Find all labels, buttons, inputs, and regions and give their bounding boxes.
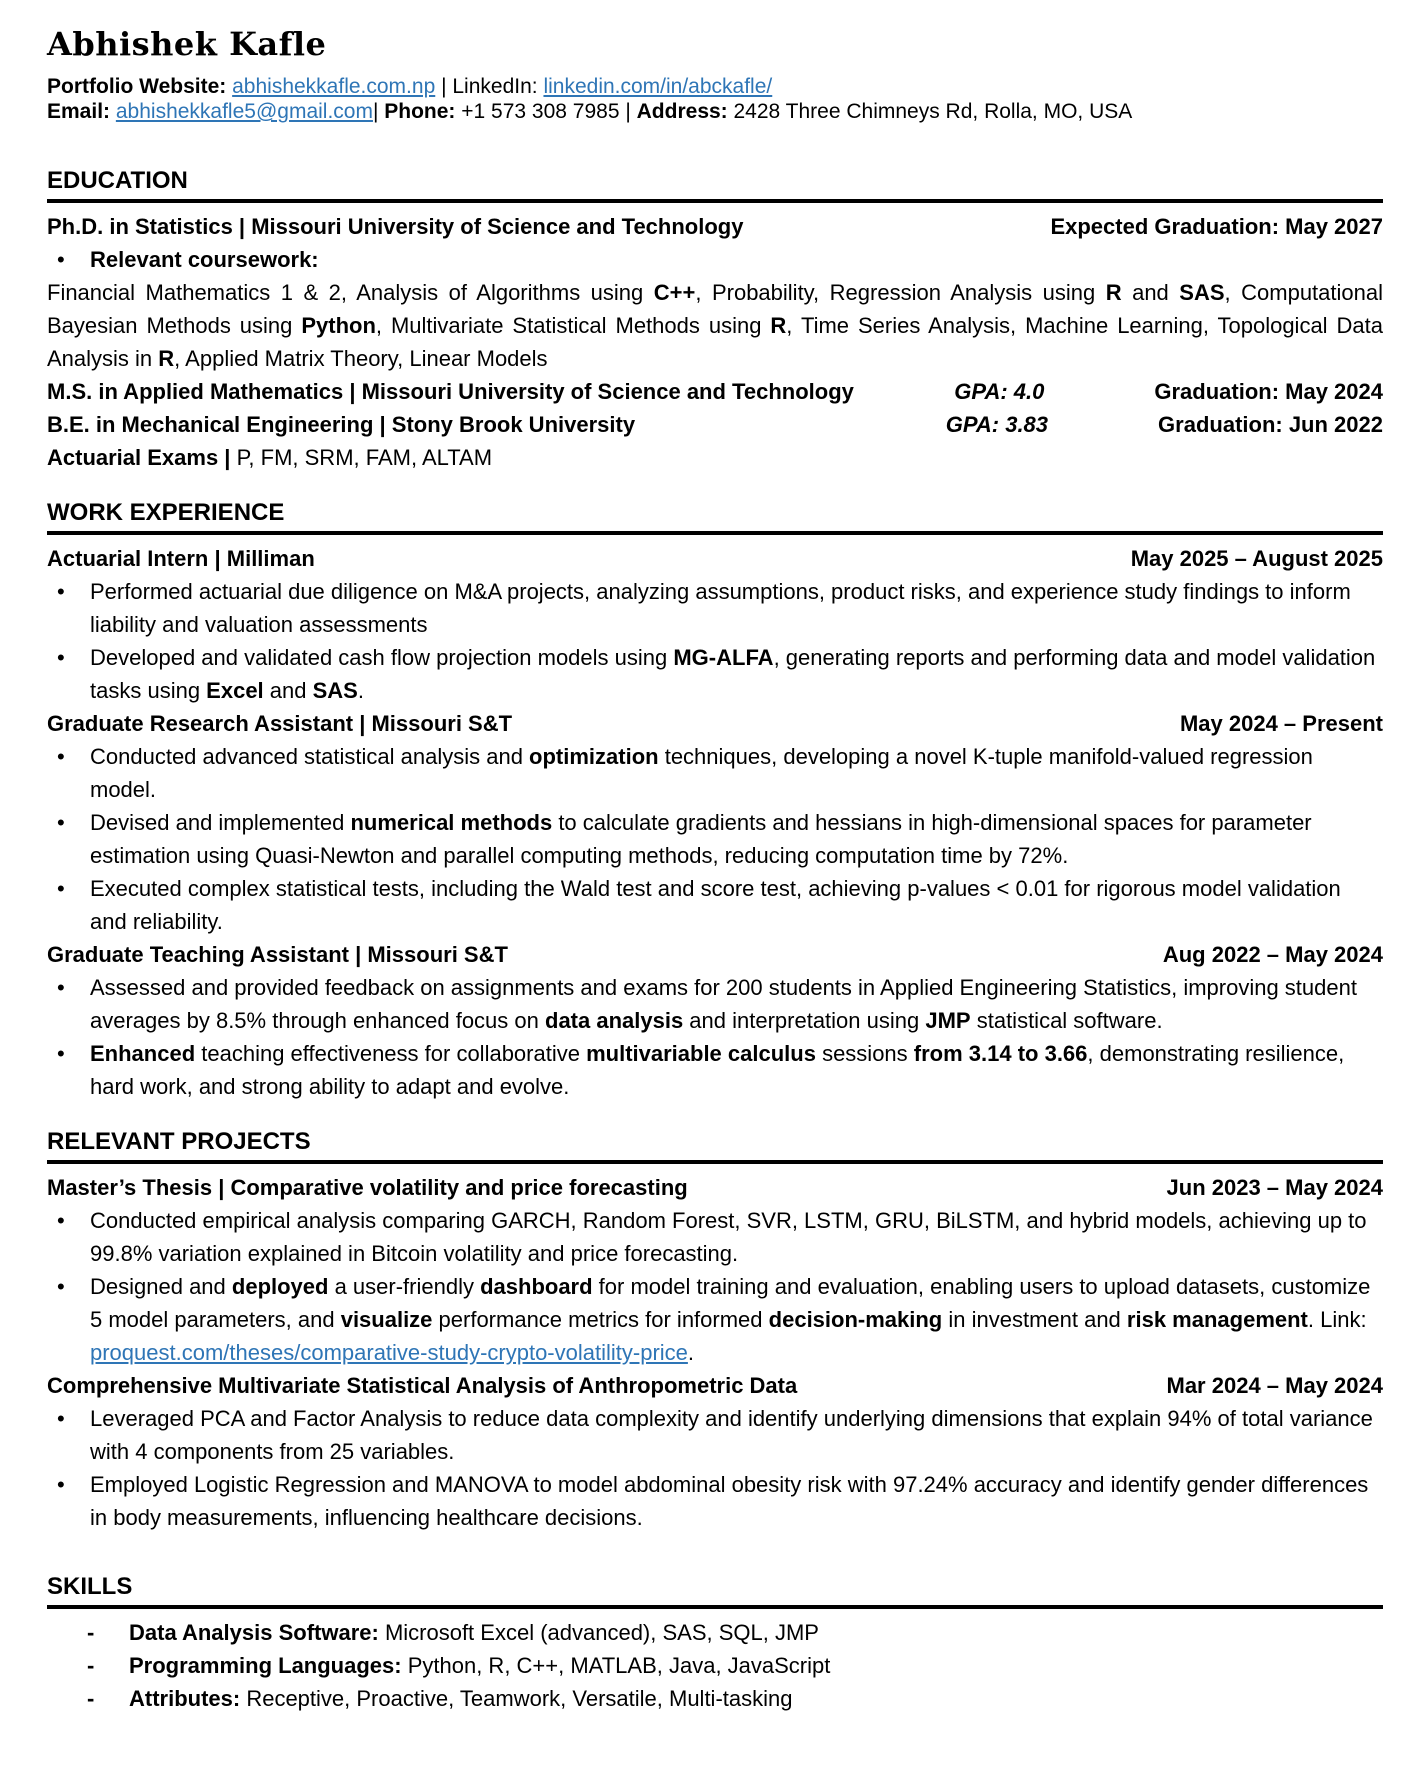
entry-dates: [1167, 1171, 1383, 1204]
text-run: Email:: [47, 100, 116, 123]
entry-title: [47, 1369, 1167, 1402]
section-education: [47, 168, 1383, 474]
text-run: M.S. in Applied Mathematics | Missouri University of Science and Technology: [47, 379, 854, 404]
item-text: [90, 740, 1383, 806]
text-run: R: [158, 346, 175, 371]
bullet-item: [47, 740, 1383, 806]
text-run: numerical methods: [350, 810, 553, 835]
bullet-item: [47, 1204, 1383, 1270]
item-text: [90, 1468, 1383, 1534]
entry-line: [47, 1171, 1383, 1204]
portfolio-link[interactable]: abhishekkafle.com.np: [232, 75, 436, 98]
text-run: techniques, developing a novel K-tuple manifold-valued regression model.: [90, 744, 1313, 802]
entry-dates: [1050, 210, 1383, 243]
text-run: decision-making: [768, 1307, 943, 1332]
entry-dates: [1180, 707, 1383, 740]
text-run: Receptive, Proactive, Teamwork, Versatile, Multi-tasking: [246, 1686, 793, 1711]
text-run: a user-friendly: [328, 1274, 481, 1299]
entry-title: [47, 938, 1163, 971]
bullet-item: [47, 1468, 1383, 1534]
skill-item: [47, 1649, 1383, 1682]
section-title-work-experience: WORK EXPERIENCE: [47, 500, 1383, 535]
entry-title: [47, 441, 1383, 474]
text-run: May 2025 – August 2025: [1130, 546, 1383, 571]
linkedin-link[interactable]: linkedin.com/in/abckafle/: [543, 75, 773, 98]
text-run: Relevant coursework:: [90, 247, 319, 272]
bullet-item: [47, 971, 1383, 1037]
entry-dates: [1167, 1369, 1384, 1402]
text-run: Financial Mathematics 1 & 2, Analysis of Algorithms using: [47, 280, 654, 305]
entry-line: [47, 441, 1383, 474]
text-run: Aug 2022 – May 2024: [1162, 942, 1383, 967]
text-run: Expected Graduation: May 2027: [1050, 214, 1383, 239]
bullet-item: [47, 243, 1383, 276]
text-run: performance metrics for informed: [432, 1307, 769, 1332]
text-run: R: [1105, 280, 1122, 305]
entry-line: [47, 542, 1383, 575]
text-run: Enhanced: [90, 1041, 196, 1066]
text-run: Graduation: Jun 2022: [1158, 412, 1383, 437]
bullet-marker: •: [57, 810, 65, 835]
entry-title: [47, 210, 1050, 243]
entry-line: [47, 210, 1383, 243]
text-run: Developed and validated cash flow projection models using: [90, 645, 674, 670]
dash-marker: -: [87, 1620, 95, 1645]
bullet-item: [47, 872, 1383, 938]
dash-marker: -: [87, 1653, 95, 1678]
sections-container: [47, 168, 1383, 1715]
text-run: P, FM, SRM, FAM, ALTAM: [236, 445, 493, 470]
bullet-marker: •: [57, 1208, 65, 1233]
bullet-marker: •: [57, 975, 65, 1000]
section-blocks: [47, 542, 1383, 1103]
text-run: dashboard: [480, 1274, 593, 1299]
skill-item: [47, 1682, 1383, 1715]
entry-title: [47, 707, 1180, 740]
text-run: Graduate Teaching Assistant | Missouri S&T: [47, 942, 508, 967]
text-run: +1 573 308 7985 |: [461, 100, 637, 123]
text-run: .: [357, 678, 364, 703]
entry-line: [47, 375, 1383, 408]
text-run: , generating reports and performing data and model validation tasks using: [90, 645, 1376, 703]
text-run: SAS: [312, 678, 358, 703]
text-run: GPA: 3.83: [945, 412, 1049, 437]
text-run: Graduation: May 2024: [1154, 379, 1383, 404]
bullet-marker: •: [57, 1274, 65, 1299]
text-run: Devised and implemented: [90, 810, 351, 835]
section-work-experience: [47, 500, 1383, 1103]
text-run: optimization: [529, 744, 659, 769]
text-run: , Multivariate Statistical Methods using: [375, 313, 771, 338]
contact-line-2: [47, 99, 1383, 124]
entry-dates: [1158, 408, 1383, 441]
email-link[interactable]: abhishekkafle5@gmail.com: [115, 100, 373, 123]
item-text: [90, 872, 1383, 938]
text-run: multivariable calculus: [586, 1041, 816, 1066]
bullet-marker: •: [57, 247, 65, 272]
text-run: Microsoft Excel (advanced), SAS, SQL, JMP: [384, 1620, 819, 1645]
text-run: Graduate Research Assistant | Missouri S&T: [47, 711, 513, 736]
text-run: teaching effectiveness for collaborative: [195, 1041, 587, 1066]
text-run: . Link:: [1307, 1307, 1367, 1332]
item-text: [129, 1682, 1383, 1715]
bullet-item: [47, 1402, 1383, 1468]
bullet-marker: •: [57, 579, 65, 604]
text-run: in investment and: [942, 1307, 1127, 1332]
bullet-item: [47, 806, 1383, 872]
text-run: Executed complex statistical tests, including the Wald test and score test, achieving p-values < 0.01 for rigorous model validation and reliability.: [90, 876, 1341, 934]
text-run: Leveraged PCA and Factor Analysis to reduce data complexity and identify underlying dimensions that explain 94% of total variance with 4 components from 25 variables.: [90, 1406, 1373, 1464]
text-run: |: [372, 100, 385, 123]
entry-dates: [1131, 542, 1383, 575]
item-text: [90, 1037, 1383, 1103]
item-text: [90, 1270, 1383, 1369]
bullet-item: [47, 641, 1383, 707]
bullet-marker: •: [57, 645, 65, 670]
text-run: GPA: 4.0: [954, 379, 1045, 404]
entry-line: [47, 938, 1383, 971]
item-text: [90, 971, 1383, 1037]
entry-gpa: [954, 375, 1044, 408]
bullet-marker: •: [57, 876, 65, 901]
text-run: Actuarial Intern | Milliman: [47, 546, 315, 571]
entry-line: [47, 1369, 1383, 1402]
text-run: .: [687, 1340, 695, 1365]
text-run: Assessed and provided feedback on assignments and exams for 200 students in Applied Engineering Statistics, improving student averages by 8.5% through enhanced focus on: [90, 975, 1357, 1033]
text-run: Comprehensive Multivariate Statistical Analysis of Anthropometric Data: [47, 1373, 798, 1398]
item-text: [90, 243, 1383, 276]
entry-title: [47, 1171, 1167, 1204]
text-run: deployed: [231, 1274, 329, 1299]
text-run: and: [1121, 280, 1180, 305]
item-text: [129, 1649, 1383, 1682]
text-run: Designed and: [90, 1274, 232, 1299]
entry-line: [47, 408, 1383, 441]
text-run: | LinkedIn:: [435, 75, 544, 98]
bullet-marker: •: [57, 1472, 65, 1497]
paragraph: [47, 276, 1383, 375]
text-run: for model training and evaluation, enabling users to upload datasets, customize 5 model parameters, and: [90, 1274, 1371, 1332]
section-blocks: [47, 1616, 1383, 1715]
bullet-item: [47, 575, 1383, 641]
text-run: data analysis: [545, 1008, 684, 1033]
text-run: Mar 2024 – May 2024: [1166, 1373, 1383, 1398]
entry-dates: [1163, 938, 1383, 971]
entry-gpa: [946, 408, 1048, 441]
section-skills: [47, 1574, 1383, 1715]
text-run: visualize: [340, 1307, 433, 1332]
text-run: Programming Languages:: [129, 1653, 408, 1678]
text-run: Ph.D. in Statistics | Missouri University of Science and Technology: [47, 214, 744, 239]
dash-marker: -: [87, 1686, 95, 1711]
section-title-relevant-projects: RELEVANT PROJECTS: [47, 1129, 1383, 1164]
contact-line-1: [47, 74, 1383, 99]
text-run: to calculate gradients and hessians in high-dimensional spaces for parameter estimation using Quasi-Newton and parallel computing methods, reducing computation time by 72%.: [90, 810, 1312, 868]
bullet-marker: •: [57, 1406, 65, 1431]
text-run: , Computational Bayesian Methods using: [47, 280, 1383, 338]
entry-line: [47, 707, 1383, 740]
item-text: [90, 641, 1383, 707]
bullet-marker: •: [57, 1041, 65, 1066]
text-run: Data Analysis Software:: [129, 1620, 385, 1645]
proquest-link[interactable]: proquest.com/theses/comparative-study-crypto-volatility-price: [90, 1340, 688, 1365]
text-run: and: [263, 678, 313, 703]
entry-dates: [1154, 375, 1383, 408]
text-run: Phone:: [384, 100, 462, 123]
entry-title: [47, 408, 946, 441]
text-run: R: [770, 313, 787, 338]
text-run: Python, R, C++, MATLAB, Java, JavaScript: [407, 1653, 831, 1678]
text-run: , Time Series Analysis, Machine Learning, Topological Data Analysis in: [47, 313, 1383, 371]
text-run: Address:: [636, 100, 734, 123]
item-text: [90, 1402, 1383, 1468]
text-run: , Applied Matrix Theory, Linear Models: [174, 346, 548, 371]
skill-item: [47, 1616, 1383, 1649]
text-run: Employed Logistic Regression and MANOVA to model abdominal obesity risk with 97.24% accuracy and identify gender differences in body measurements, influencing healthcare decisions.: [90, 1472, 1369, 1530]
text-run: Conducted advanced statistical analysis and: [90, 744, 530, 769]
item-text: [90, 806, 1383, 872]
text-run: , demonstrating resilience, hard work, and strong ability to adapt and evolve.: [90, 1041, 1345, 1099]
text-run: and interpretation using: [683, 1008, 926, 1033]
text-run: B.E. in Mechanical Engineering | Stony Brook University: [47, 412, 636, 437]
bullet-item: [47, 1270, 1383, 1369]
entry-title: [47, 375, 954, 408]
text-run: C++: [653, 280, 696, 305]
text-run: from 3.14 to 3.66: [913, 1041, 1088, 1066]
text-run: Actuarial Exams |: [47, 445, 237, 470]
text-run: 2428 Three Chimneys Rd, Rolla, MO, USA: [733, 100, 1133, 123]
text-run: Attributes:: [129, 1686, 247, 1711]
text-run: Jun 2023 – May 2024: [1166, 1175, 1383, 1200]
bullet-item: [47, 1037, 1383, 1103]
section-title-education: EDUCATION: [47, 168, 1383, 203]
text-run: Conducted empirical analysis comparing GARCH, Random Forest, SVR, LSTM, GRU, BiLSTM, and hybrid models, achieving up to 99.8% variation explained in Bitcoin volatility and price forecasting.: [90, 1208, 1367, 1266]
text-run: Master’s Thesis | Comparative volatility and price forecasting: [47, 1175, 688, 1200]
text-run: Excel: [206, 678, 264, 703]
text-run: May 2024 – Present: [1179, 711, 1383, 736]
text-run: JMP: [925, 1008, 971, 1033]
item-text: [90, 575, 1383, 641]
text-run: risk management: [1126, 1307, 1308, 1332]
entry-title: [47, 542, 1131, 575]
item-text: [129, 1616, 1383, 1649]
text-run: statistical software.: [970, 1008, 1163, 1033]
section-relevant-projects: [47, 1129, 1383, 1534]
section-title-skills: SKILLS: [47, 1574, 1383, 1609]
text-run: sessions: [815, 1041, 914, 1066]
text-run: SAS: [1179, 280, 1225, 305]
text-run: Portfolio Website:: [47, 75, 233, 98]
section-blocks: [47, 210, 1383, 474]
bullet-marker: •: [57, 744, 65, 769]
text-run: Python: [301, 313, 376, 338]
item-text: [90, 1204, 1383, 1270]
text-run: , Probability, Regression Analysis using: [695, 280, 1106, 305]
section-blocks: [47, 1171, 1383, 1534]
text-run: MG-ALFA: [673, 645, 774, 670]
name-heading: Abhishek Kafle: [47, 25, 327, 63]
text-run: Performed actuarial due diligence on M&A projects, analyzing assumptions, product risks, and experience study findings to inform liability and valuation assessments: [90, 579, 1351, 637]
